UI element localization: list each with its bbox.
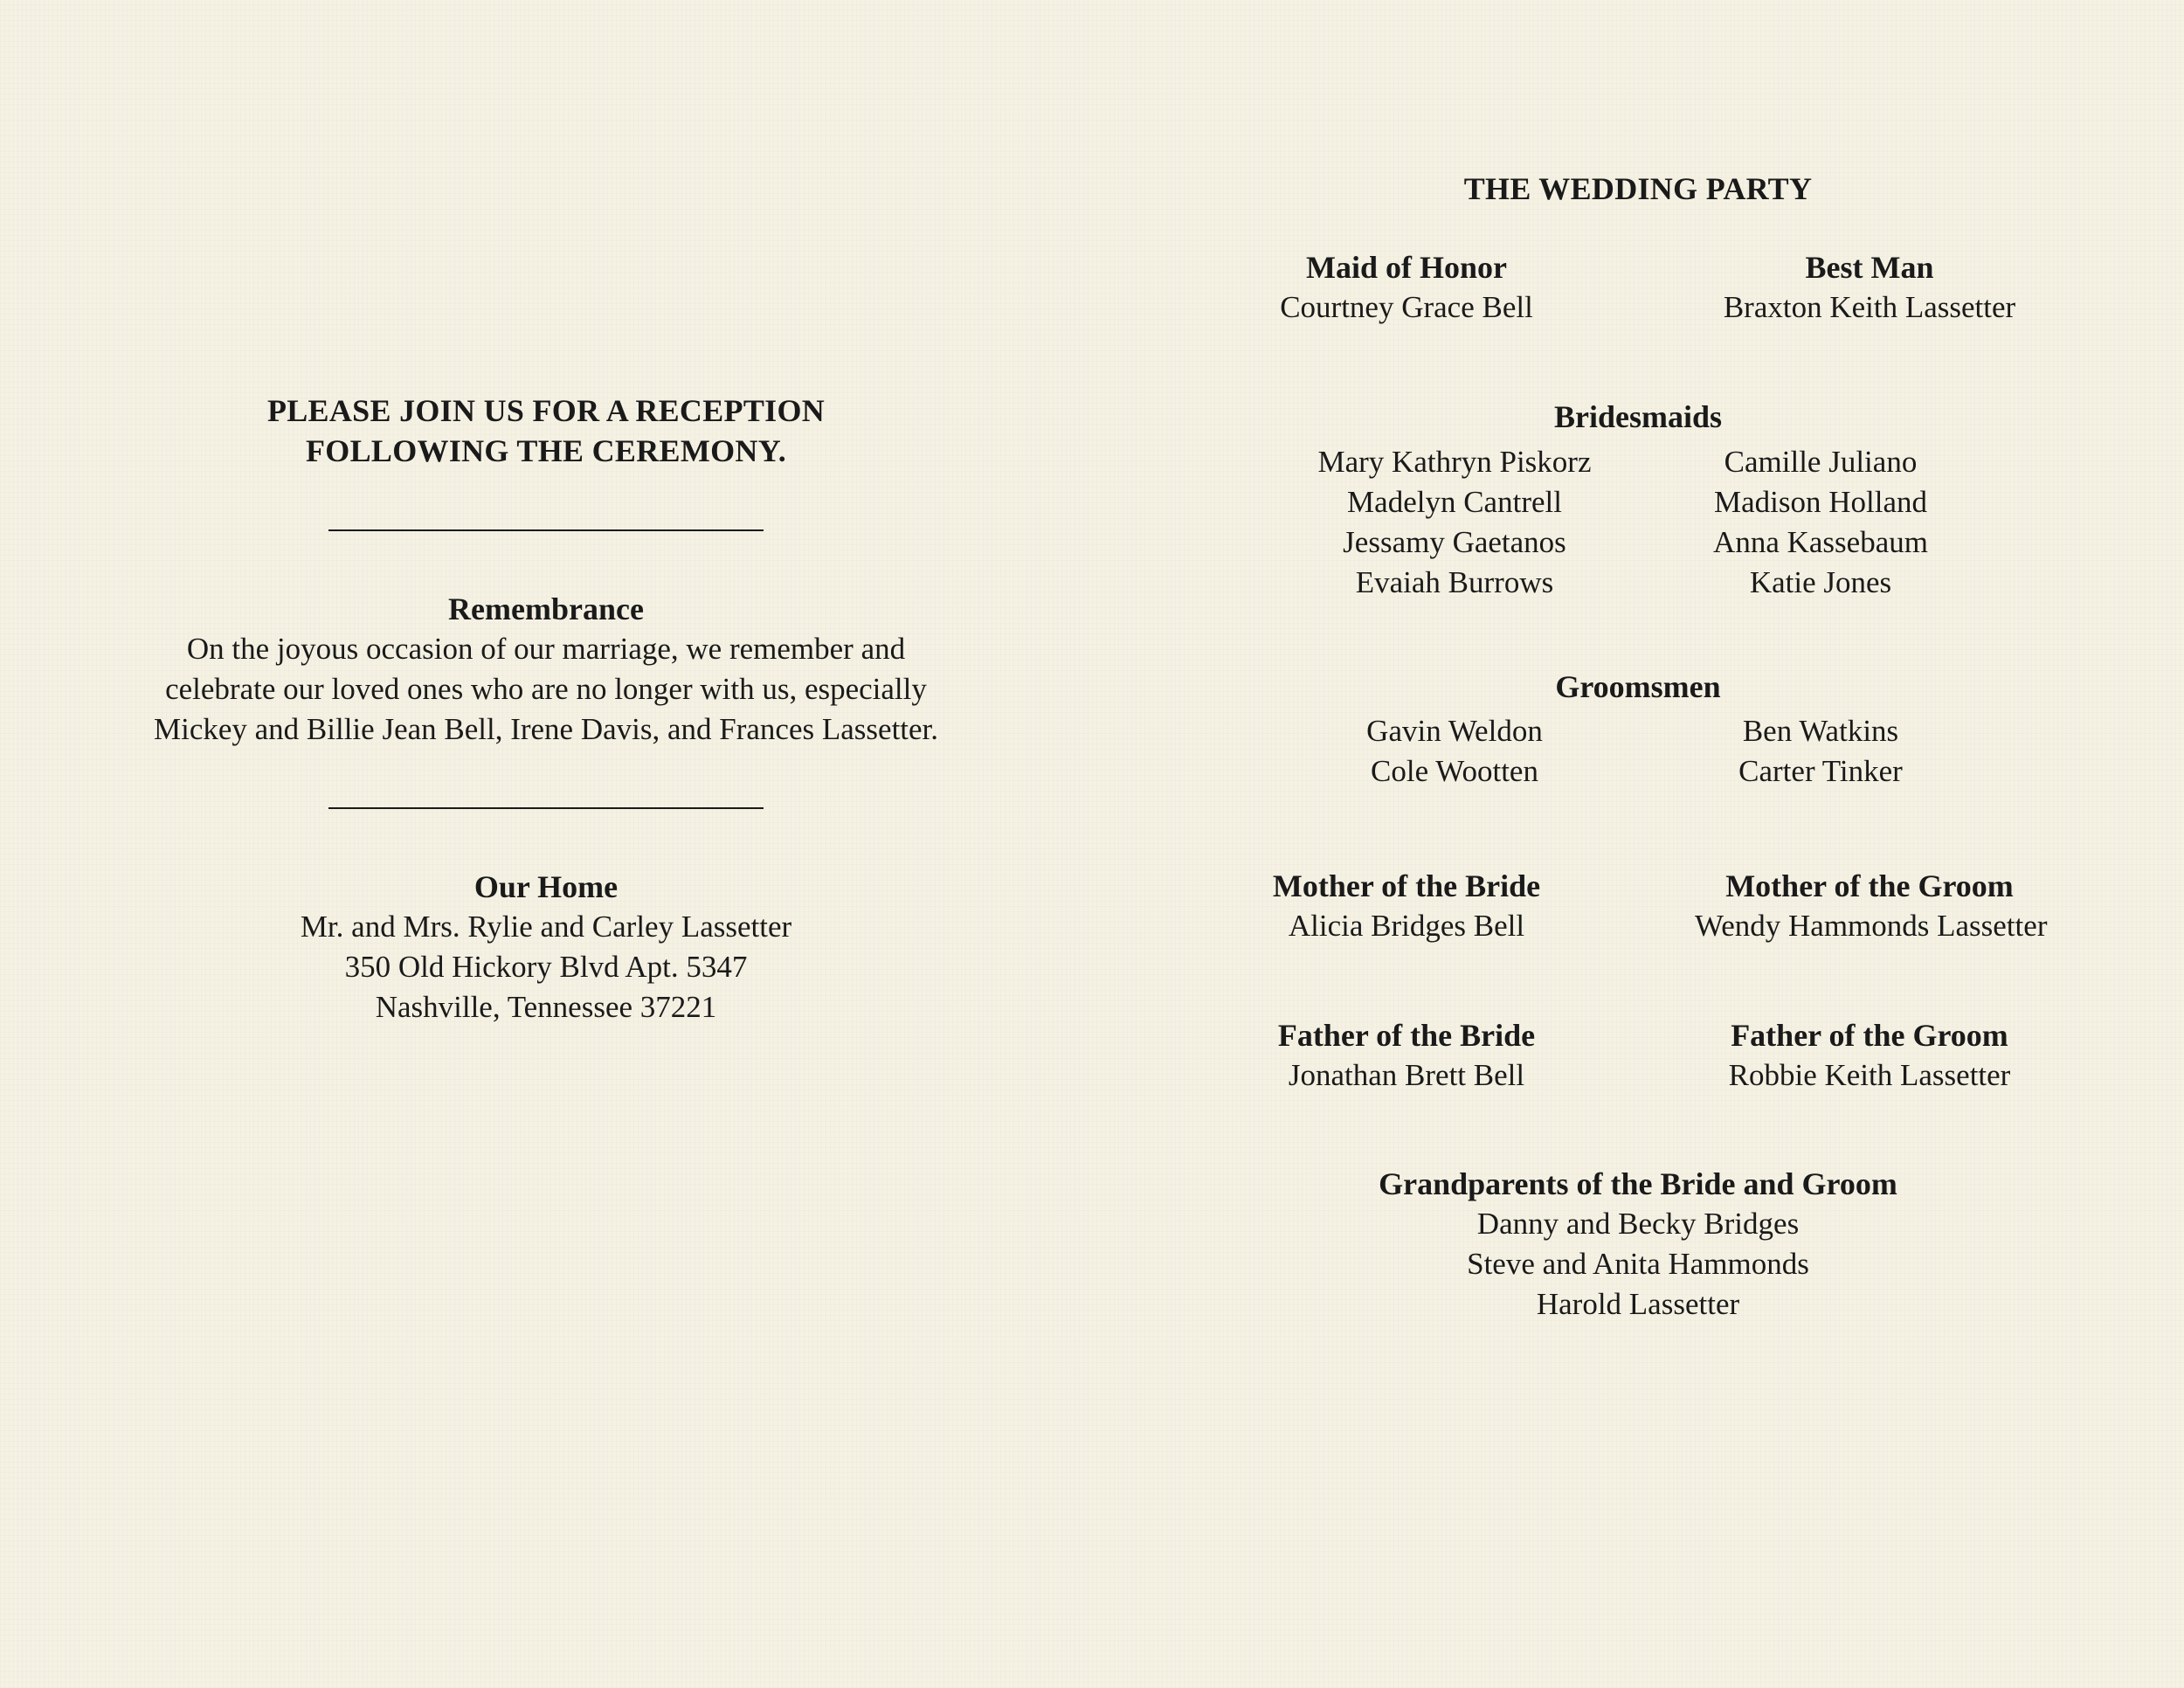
remembrance-line: On the joyous occasion of our marriage, we remember and	[186, 632, 906, 666]
reception-line-2: FOLLOWING THE CEREMONY.	[306, 433, 786, 468]
bridesmaid-name: Madison Holland	[1713, 485, 1927, 519]
home-heading: Our Home	[473, 869, 619, 904]
father-of-the-groom-role: Father of the Groom	[1731, 1018, 2008, 1053]
remembrance-text	[87, 629, 1005, 750]
bridesmaids-left-column	[1280, 442, 1629, 603]
remembrance-line: Mickey and Billie Jean Bell, Irene Davis, and Frances Lassetter.	[153, 712, 939, 746]
remembrance-section	[87, 589, 1005, 750]
maid-of-honor	[1232, 247, 1581, 328]
bridesmaid-name: Anna Kassebaum	[1713, 525, 1928, 559]
bridesmaid-name: Jessamy Gaetanos	[1343, 525, 1566, 559]
reception-invitation	[109, 391, 983, 471]
home-section	[109, 867, 983, 1027]
father-of-the-bride	[1232, 1015, 1581, 1096]
home-name-line: Mr. and Mrs. Rylie and Carley Lassetter	[300, 910, 792, 944]
groomsman-name: Gavin Weldon	[1366, 714, 1543, 748]
groomsman-name: Carter Tinker	[1738, 754, 1903, 788]
best-man	[1695, 247, 2044, 328]
wedding-party-title: THE WEDDING PARTY	[1463, 171, 1813, 206]
bridesmaid-name: Katie Jones	[1749, 565, 1892, 599]
father-of-the-groom-name: Robbie Keith Lassetter	[1728, 1058, 2011, 1092]
grandparents-heading: Grandparents of the Bride and Groom	[1379, 1166, 1897, 1201]
bridesmaids-heading: Bridesmaids	[1553, 399, 1723, 434]
mother-of-the-bride-name: Alicia Bridges Bell	[1288, 909, 1525, 943]
bridesmaid-name: Mary Kathryn Piskorz	[1317, 445, 1592, 479]
father-of-the-bride-role: Father of the Bride	[1277, 1018, 1536, 1053]
best-man-name: Braxton Keith Lassetter	[1723, 290, 2016, 324]
father-of-the-bride-name: Jonathan Brett Bell	[1288, 1058, 1525, 1092]
remembrance-line: celebrate our loved ones who are no longer with us, especially	[165, 672, 927, 706]
grandparents-section	[1201, 1164, 2075, 1325]
mother-of-the-bride	[1232, 866, 1581, 946]
father-of-the-groom	[1695, 1015, 2044, 1096]
grandparents-name: Harold Lassetter	[1536, 1287, 1740, 1321]
maid-of-honor-name: Courtney Grace Bell	[1280, 290, 1533, 324]
groomsmen-heading: Groomsmen	[1555, 669, 1721, 704]
bridesmaids-right-column	[1646, 442, 1995, 603]
home-street-line: 350 Old Hickory Blvd Apt. 5347	[344, 950, 748, 984]
groomsman-name: Cole Wootten	[1371, 754, 1538, 788]
groomsman-name: Ben Watkins	[1742, 714, 1899, 748]
grandparents-list	[1201, 1204, 2075, 1325]
home-address	[109, 907, 983, 1027]
remembrance-heading: Remembrance	[448, 591, 644, 626]
maid-of-honor-role: Maid of Honor	[1306, 250, 1507, 285]
mother-of-the-groom-role: Mother of the Groom	[1725, 868, 2014, 903]
divider-top	[328, 529, 764, 531]
reception-line-1: PLEASE JOIN US FOR A RECEPTION	[266, 393, 826, 428]
bridesmaid-name: Madelyn Cantrell	[1347, 485, 1562, 519]
best-man-role: Best Man	[1805, 250, 1934, 285]
divider-bottom	[328, 807, 764, 809]
grandparents-name: Steve and Anita Hammonds	[1467, 1247, 1809, 1281]
groomsmen-right-column	[1646, 711, 1995, 792]
mother-of-the-bride-role: Mother of the Bride	[1272, 868, 1541, 903]
home-city-line: Nashville, Tennessee 37221	[375, 990, 717, 1024]
mother-of-the-groom-name: Wendy Hammonds Lassetter	[1695, 909, 2048, 943]
groomsmen-left-column	[1280, 711, 1629, 792]
grandparents-name: Danny and Becky Bridges	[1476, 1207, 1800, 1241]
mother-of-the-groom	[1695, 866, 2048, 946]
bridesmaid-name: Evaiah Burrows	[1355, 565, 1554, 599]
bridesmaid-name: Camille Juliano	[1724, 445, 1918, 479]
